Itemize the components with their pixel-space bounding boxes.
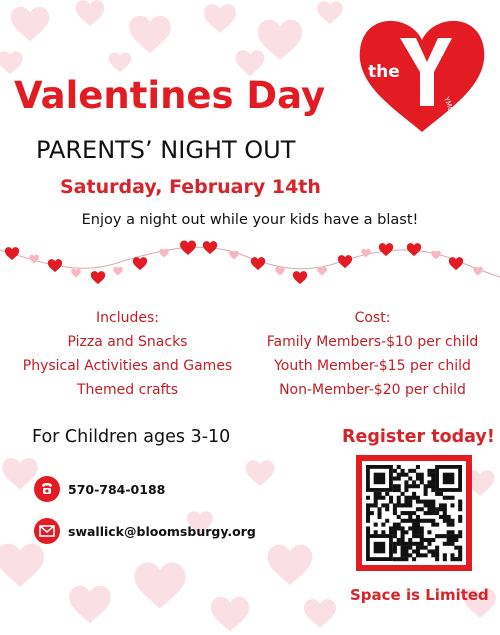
includes-item: Pizza and Snacks <box>67 334 188 350</box>
includes-heading: Includes: <box>96 310 159 326</box>
includes-item: Physical Activities and Games <box>22 358 233 374</box>
phone-contact[interactable] <box>34 476 165 502</box>
logo-the-text: the <box>368 62 400 82</box>
cost-item: Youth Member-$15 per child <box>274 358 471 374</box>
event-date: Saturday, February 14th <box>60 176 321 198</box>
envelope-icon <box>34 518 60 544</box>
register-heading: Register today! <box>342 427 495 447</box>
qr-code-frame[interactable] <box>356 455 472 571</box>
logo-ymca-text: YMCA <box>442 95 457 118</box>
event-title: Valentines Day <box>14 74 326 117</box>
cost-item: Non-Member-$20 per child <box>279 382 466 398</box>
cost-heading: Cost: <box>354 310 391 326</box>
age-range: For Children ages 3-10 <box>32 427 231 447</box>
phone-number[interactable]: 570-784-0188 <box>68 481 166 497</box>
phone-icon <box>34 476 60 502</box>
event-subtitle: PARENTS’ NIGHT OUT <box>36 136 296 164</box>
space-limited-note: Space is Limited <box>350 586 489 604</box>
cost-item: Family Members-$10 per child <box>266 334 479 350</box>
email-contact[interactable] <box>34 518 256 544</box>
tagline: Enjoy a night out while your kids have a blast! <box>81 212 419 228</box>
email-address[interactable]: swallick@bloomsburgy.org <box>68 523 256 539</box>
includes-item: Themed crafts <box>76 382 179 398</box>
heart-garland <box>0 232 500 292</box>
includes-list <box>10 306 245 402</box>
cost-list <box>255 306 490 402</box>
qr-code[interactable] <box>362 461 466 565</box>
